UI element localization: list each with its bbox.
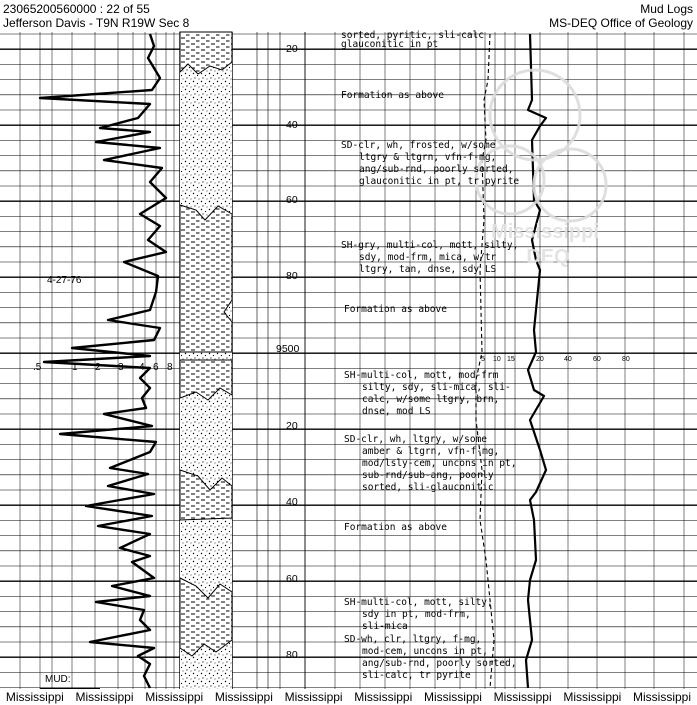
scale-label: 1 <box>72 362 78 373</box>
description-line: sdy in pt, mod-frm, <box>362 609 471 620</box>
scale-label: .5 <box>33 362 42 373</box>
scale-label: 4 <box>139 362 145 373</box>
footer-watermark-text: Mississippi <box>563 690 622 704</box>
scale-label: 5 <box>481 356 485 363</box>
agency-name: MS-DEQ Office of Geology <box>549 16 693 30</box>
description-0 <box>341 30 484 50</box>
scale-label: 2 <box>95 362 101 373</box>
description-line: sli-mica <box>362 621 408 632</box>
description-line: SH-multi-col, mott, silty, <box>344 597 493 608</box>
description-line: SH-gry, multi-col, mott, silty, <box>341 240 519 251</box>
description-line: ang/sub-rnd, poorly sorted, <box>359 164 514 175</box>
footer-watermark-text: Mississippi <box>284 690 343 704</box>
lithology-column <box>180 32 232 689</box>
watermark-line-2: DEQ <box>526 246 570 268</box>
depth-label: 60 <box>286 194 298 206</box>
description-7 <box>344 522 447 533</box>
description-line: calc, w/some ltgry, brn, <box>362 394 500 405</box>
description-9 <box>344 634 516 681</box>
scale-label: 10 <box>493 356 501 363</box>
scale-label: 3 <box>118 362 124 373</box>
description-line: ang/sub-rnd, poorly sorted, <box>362 658 517 669</box>
footer-watermark-text: Mississippi <box>633 690 692 704</box>
description-line: dnse, mod LS <box>362 406 431 417</box>
scale-label: 8 <box>167 362 173 373</box>
depth-marker: 9500 <box>276 343 300 355</box>
drill-rate-line <box>40 34 166 688</box>
depth-label: 60 <box>286 573 298 585</box>
description-line: mod-cem, uncons in pt, <box>362 646 488 657</box>
footer-watermark-text: Mississippi <box>214 690 273 704</box>
date-note: 4-27-76 <box>47 275 82 286</box>
description-2 <box>341 140 519 187</box>
description-5 <box>344 370 511 417</box>
upper-depth-labels <box>286 43 298 282</box>
footer-watermark-text: Mississippi <box>493 690 552 704</box>
scale-label: 20 <box>536 356 544 363</box>
depth-label: 20 <box>286 420 298 432</box>
description-line: Formation as above <box>344 522 447 533</box>
description-line: Formation as above <box>341 90 444 101</box>
watermark-line-1: Mississippi <box>491 221 599 243</box>
footer-watermark-text: Mississippi <box>423 690 482 704</box>
description-1 <box>341 90 444 101</box>
footer-watermark-text: Mississippi <box>145 690 204 704</box>
document-type: Mud Logs <box>640 2 693 16</box>
description-line: sorted, sli-glauconitic <box>362 482 494 493</box>
depth-label: 80 <box>286 270 298 282</box>
description-line: glauconitic in pt, tr pyrite <box>359 176 520 187</box>
description-line: Formation as above <box>344 304 447 315</box>
depth-label: 40 <box>286 119 298 131</box>
description-line: SD-wh, clr, ltgry, f-mg, <box>344 634 482 645</box>
watermark-footer <box>0 689 697 705</box>
drill-rate-curve <box>40 34 166 688</box>
description-6 <box>344 434 516 493</box>
gas-scale <box>481 356 630 363</box>
scale-label: 6 <box>153 362 159 373</box>
scale-label: 80 <box>622 356 630 363</box>
mud-label: MUD: <box>45 674 71 685</box>
description-line: mod/lsly-cem, uncons in pt, <box>362 458 517 469</box>
description-line: sub-rnd/sub-ang, poorly <box>362 470 494 481</box>
description-line: amber & ltgrn, vfn-f-mg, <box>362 446 500 457</box>
description-line: ltgry & ltgrn, vfn-f-mg, <box>359 152 497 163</box>
description-line: glauconitic in pt <box>341 39 439 50</box>
well-location: Jefferson Davis - T9N R19W Sec 8 <box>3 16 190 30</box>
scale-label: 60 <box>593 356 601 363</box>
description-line: ltgry, tan, dnse, sdy LS <box>359 264 497 275</box>
document-id: 23065200560000 : 22 of 55 <box>3 2 150 16</box>
description-line: silty, sdy, sli-mica, sli- <box>362 382 511 393</box>
scale-label: 15 <box>507 356 515 363</box>
description-line: SH-multi-col, mott, mod-frm <box>344 370 499 381</box>
description-line: sdy, mod-frm, mica, w/tr <box>359 252 497 263</box>
footer-watermark-text: Mississippi <box>354 690 413 704</box>
description-line: SD-clr, wh, frosted, w/some <box>341 140 496 151</box>
description-line: sorted, pyritic, sli-calc <box>341 30 484 41</box>
depth-label: 80 <box>286 649 298 661</box>
depth-label: 20 <box>286 43 298 55</box>
description-3 <box>341 240 518 275</box>
scale-label: 40 <box>564 356 572 363</box>
shale-interval <box>180 205 232 352</box>
footer-watermark-text: Mississippi <box>75 690 134 704</box>
depth-label: 40 <box>286 496 298 508</box>
footer-watermark-text: Mississippi <box>5 690 64 704</box>
lower-depth-labels <box>286 420 298 661</box>
description-line: sli-calc, tr pyrite <box>362 670 471 681</box>
description-4 <box>344 304 447 315</box>
description-line: SD-clr, wh, ltgry, w/some <box>344 434 487 445</box>
